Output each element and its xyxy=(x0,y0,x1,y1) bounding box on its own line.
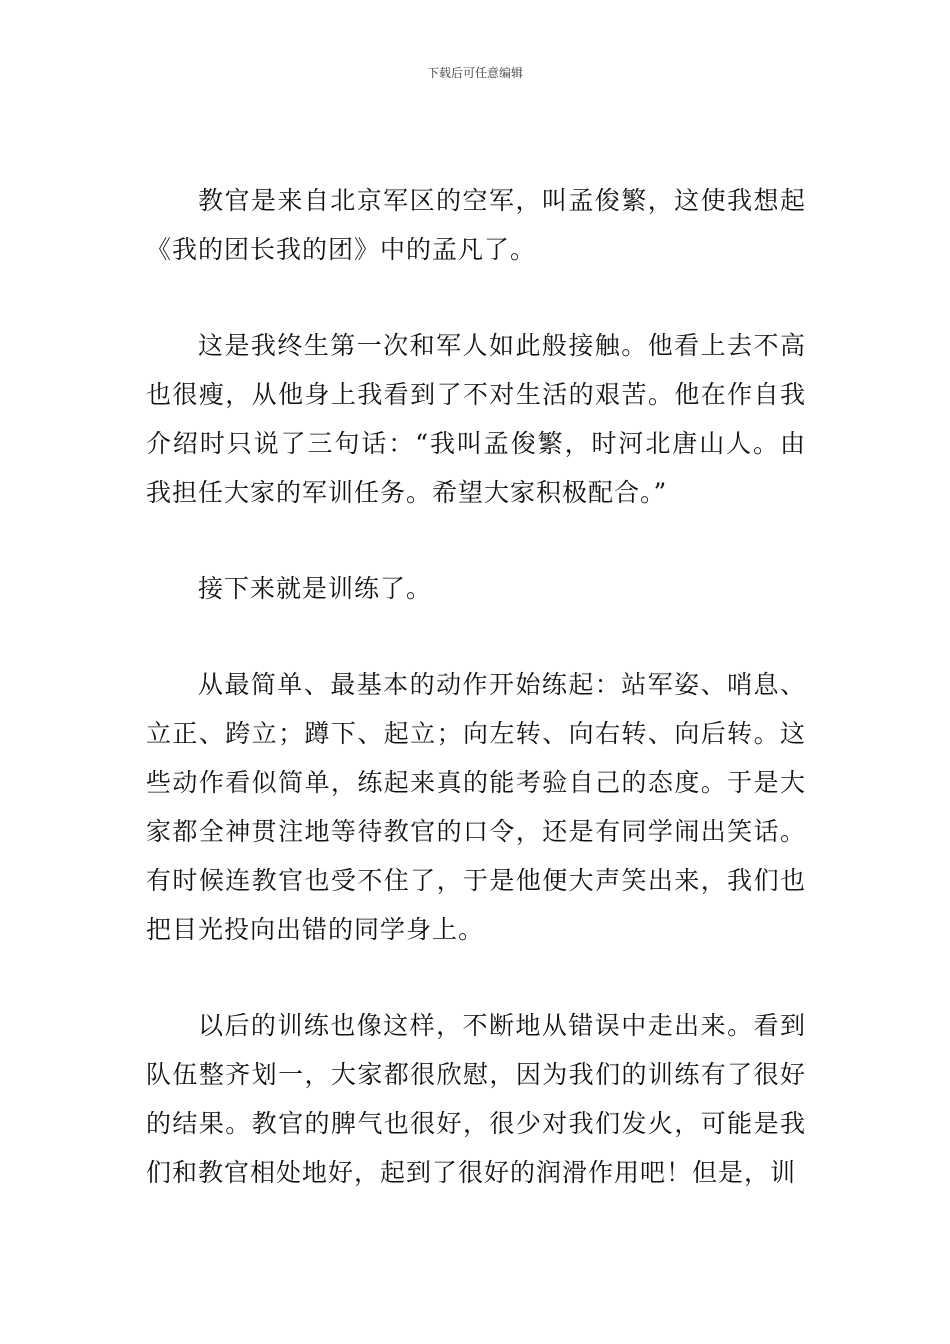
page-header-note: 下载后可任意编辑 xyxy=(426,66,523,80)
document-body xyxy=(146,176,806,1244)
paragraph-1: 教官是来自北京军区的空军，叫孟俊繁，这使我想起《我的团长我的团》中的孟凡了。 xyxy=(146,186,806,264)
paragraph-3: 接下来就是训练了。 xyxy=(198,574,433,603)
paragraph-5: 以后的训练也像这样，不断地从错误中走出来。看到队伍整齐划一，大家都很欣慰，因为我们的训练有了很好的结果。教官的脾气也很好，很少对我们发火，可能是我们和教官相处地好，起到了很好的润滑作用吧！但是，训 xyxy=(146,1011,806,1187)
paragraph-2: 这是我终生第一次和军人如此般接触。他看上去不高也很瘦，从他身上我看到了不对生活的艰苦。他在作自我介绍时只说了三句话：“我叫孟俊繁，时河北唐山人。由我担任大家的军训任务。希望大家积极配合。” xyxy=(146,331,806,507)
paragraph-4: 从最简单、最基本的动作开始练起：站军姿、哨息、立正、跨立；蹲下、起立；向左转、向右转、向后转。这些动作看似简单，练起来真的能考验自己的态度。于是大家都全神贯注地等待教官的口令，还是有同学闹出笑话。有时候连教官也受不住了，于是他便大声笑出来，我们也把目光投向出错的同学身上。 xyxy=(146,670,806,944)
